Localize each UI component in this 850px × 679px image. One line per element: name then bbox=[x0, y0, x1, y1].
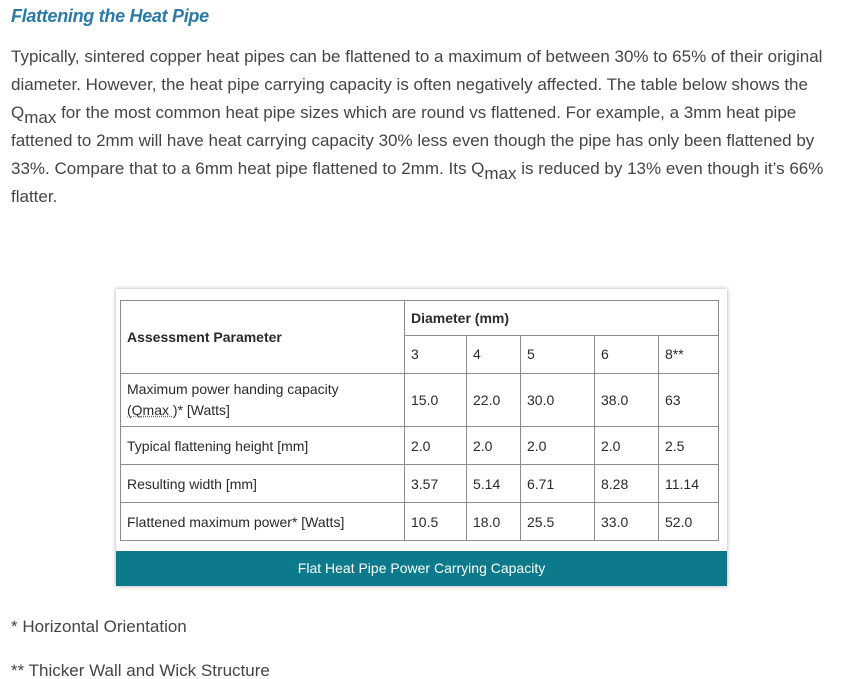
intro-text-1: Typically, sintered copper heat pipes can be flattened to a maximum of between 30% to 65% of their original diameter. However, the heat pipe carrying capacity is often negatively affected. The table below shows the Q bbox=[11, 47, 823, 122]
table-row bbox=[121, 465, 719, 503]
diameter-header: Diameter (mm) bbox=[411, 309, 510, 326]
row-label: Resulting width [mm] bbox=[121, 465, 405, 503]
size-cell: 3 bbox=[405, 335, 467, 373]
value-cell: 5.14 bbox=[467, 465, 521, 503]
qmax-link[interactable]: (Qmax ) bbox=[127, 401, 178, 418]
value-cell: 18.0 bbox=[467, 503, 521, 541]
value-cell: 6.71 bbox=[521, 465, 595, 503]
footnote-horizontal: * Horizontal Orientation bbox=[11, 617, 187, 636]
table-caption: Flat Heat Pipe Power Carrying Capacity bbox=[116, 551, 727, 586]
value-cell: 3.57 bbox=[405, 465, 467, 503]
value-cell: 33.0 bbox=[595, 503, 659, 541]
value-cell: 2.0 bbox=[467, 427, 521, 465]
value-cell: 15.0 bbox=[405, 373, 467, 426]
value-cell: 2.0 bbox=[405, 427, 467, 465]
size-cell: 4 bbox=[467, 335, 521, 373]
value-cell: 10.5 bbox=[405, 503, 467, 541]
value-cell: 25.5 bbox=[521, 503, 595, 541]
size-cell: 5 bbox=[521, 335, 595, 373]
table-figure bbox=[116, 289, 727, 586]
value-cell: 8.28 bbox=[595, 465, 659, 503]
intro-text-2: for the most common heat pipe sizes which are round vs flattened. For example, a 3mm heat pipe fattened to 2mm will have heat carrying capacity 30% less even though the pipe has only been flattened by 33%. Compare that to a 6mm heat pipe flattened to 2mm. Its Q bbox=[11, 103, 815, 178]
value-cell: 11.14 bbox=[659, 465, 719, 503]
param-header-cell bbox=[121, 301, 405, 374]
table-row bbox=[121, 373, 719, 426]
param-header: Assessment Parameter bbox=[127, 328, 282, 345]
row-label bbox=[121, 373, 405, 426]
row-label-line1: Maximum power handing capacity bbox=[127, 380, 339, 397]
row-label-rest: * [Watts] bbox=[177, 401, 230, 418]
intro-paragraph bbox=[11, 43, 841, 211]
value-cell: 2.5 bbox=[659, 427, 719, 465]
heat-pipe-table bbox=[120, 300, 719, 541]
value-cell: 2.0 bbox=[521, 427, 595, 465]
footnote-thicker-wall: ** Thicker Wall and Wick Structure bbox=[11, 661, 270, 679]
value-cell: 22.0 bbox=[467, 373, 521, 426]
row-label: Typical flattening height [mm] bbox=[121, 427, 405, 465]
table-row bbox=[121, 427, 719, 465]
value-cell: 38.0 bbox=[595, 373, 659, 426]
value-cell: 52.0 bbox=[659, 503, 719, 541]
intro-text-3: is reduced by 13% even though it’s 66% flatter. bbox=[11, 159, 824, 206]
intro-sub-2: max bbox=[484, 164, 517, 183]
intro-sub-1: max bbox=[24, 108, 57, 127]
value-cell: 30.0 bbox=[521, 373, 595, 426]
size-cell: 8** bbox=[659, 335, 719, 373]
section-heading: Flattening the Heat Pipe bbox=[11, 6, 209, 26]
row-label: Flattened maximum power* [Watts] bbox=[121, 503, 405, 541]
value-cell: 2.0 bbox=[595, 427, 659, 465]
table-row bbox=[121, 503, 719, 541]
value-cell: 63 bbox=[659, 373, 719, 426]
size-cell: 6 bbox=[595, 335, 659, 373]
diameter-header-cell bbox=[405, 301, 719, 336]
